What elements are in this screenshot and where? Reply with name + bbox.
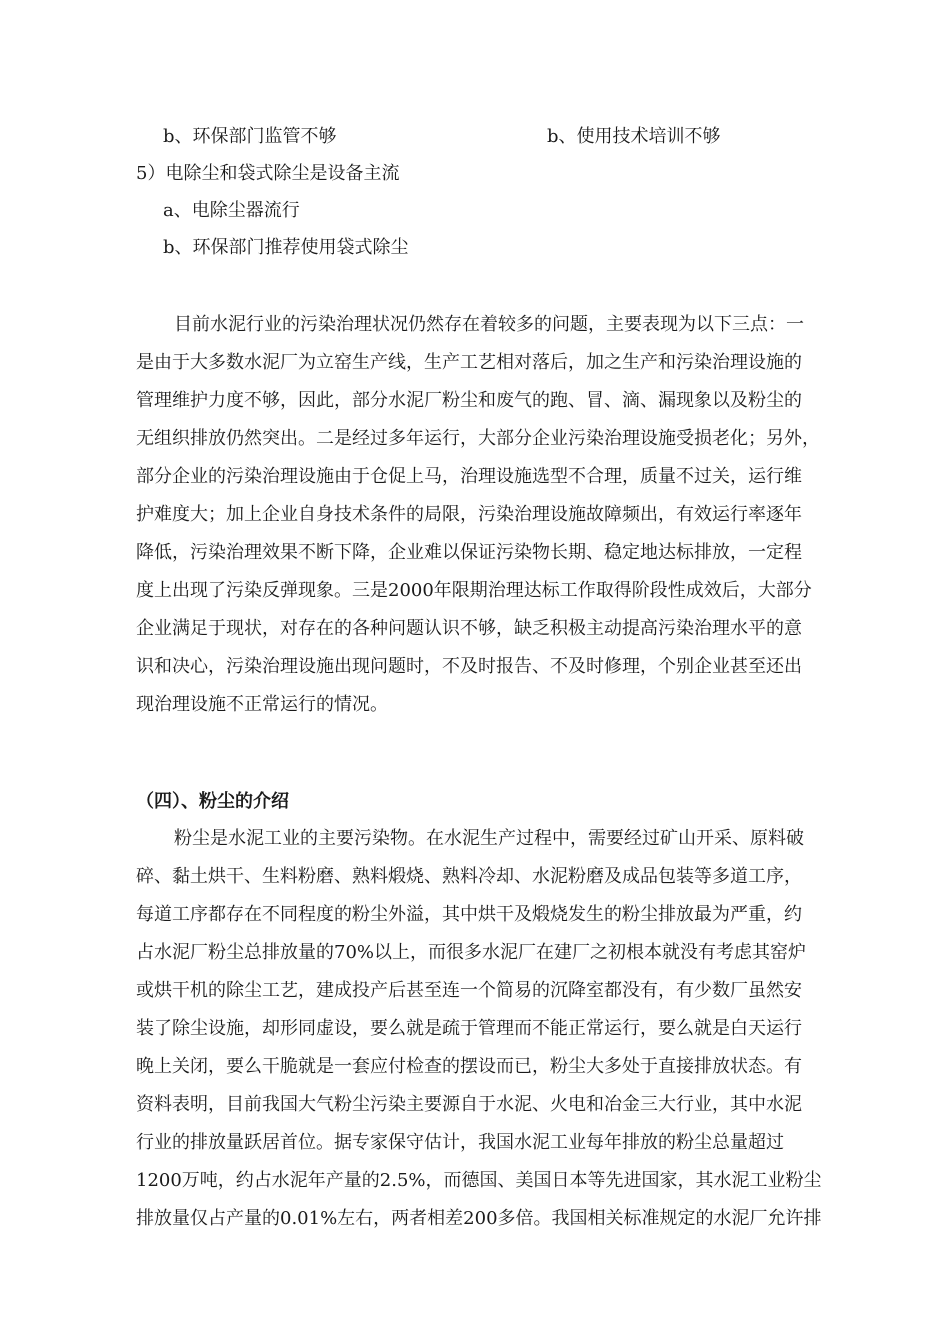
paragraph-pollution-status [136,306,848,724]
text-line: 护难度大；加上企业自身技术条件的局限，污染治理设施故障频出，有效运行率逐年 [136,504,802,525]
text-line: 无组织排放仍然突出。二是经过多年运行，大部分企业污染治理设施受损老化；另外， [136,428,820,449]
text-line: 资料表明，目前我国大气粉尘污染主要源自于水泥、火电和冶金三大行业，其中水泥 [136,1094,802,1115]
text-line: 或烘干机的除尘工艺，建成投产后甚至连一个简易的沉降室都没有，有少数厂虽然安 [136,980,802,1001]
text-line: 每道工序都存在不同程度的粉尘外溢，其中烘干及煅烧发生的粉尘排放最为严重，约 [136,904,802,925]
list-item-5b-bag-filter: b、环保部门推荐使用袋式除尘 [163,237,409,258]
text-line: 行业的排放量跃居首位。据专家保守估计，我国水泥工业每年排放的粉尘总量超过 [136,1132,784,1153]
text-line: 占水泥厂粉尘总排放量的70%以上，而很多水泥厂在建厂之初根本就没有考虑其窑炉 [136,942,807,963]
text-line: 碎、黏土烘干、生料粉磨、熟料煅烧、熟料冷却、水泥粉磨及成品包装等多道工序， [136,866,802,887]
text-line: 晚上关闭，要么干脆就是一套应付检查的摆设而已，粉尘大多处于直接排放状态。有 [136,1056,802,1077]
paragraph-dust-intro [136,820,848,1238]
list-item-5-dust-removal: 5）电除尘和袋式除尘是设备主流 [136,163,400,184]
text-line: 1200万吨，约占水泥年产量的2.5%，而德国、美国日本等先进国家，其水泥工业粉尘 [136,1170,822,1191]
section-heading-dust-intro: （四）、粉尘的介绍 [136,791,289,812]
text-line: 目前水泥行业的污染治理状况仍然存在着较多的问题，主要表现为以下三点：一 [174,314,804,335]
text-line: 现治理设施不正常运行的情况。 [136,694,388,715]
text-line: 管理维护力度不够，因此，部分水泥厂粉尘和废气的跑、冒、滴、漏现象以及粉尘的 [136,390,802,411]
text-line: 降低，污染治理效果不断下降，企业难以保证污染物长期、稳定地达标排放，一定程 [136,542,802,563]
text-line: 排放量仅占产量的0.01%左右，两者相差200多倍。我国相关标准规定的水泥厂允许排 [136,1208,822,1229]
text-line: 部分企业的污染治理设施由于仓促上马，治理设施选型不合理，质量不过关，运行维 [136,466,802,487]
text-line: 装了除尘设施，却形同虚设，要么就是疏于管理而不能正常运行，要么就是白天运行 [136,1018,802,1039]
text-line: 企业满足于现状，对存在的各种问题认识不够，缺乏积极主动提高污染治理水平的意 [136,618,802,639]
text-line: 度上出现了污染反弹现象。三是2000年限期治理达标工作取得阶段性成效后，大部分 [136,580,812,601]
text-line: 粉尘是水泥工业的主要污染物。在水泥生产过程中，需要经过矿山开采、原料破 [174,828,804,849]
list-item-b-technical-training: b、使用技术培训不够 [547,126,721,147]
text-line: 是由于大多数水泥厂为立窑生产线，生产工艺相对落后，加之生产和污染治理设施的 [136,352,802,373]
list-item-b-environmental-supervision: b、环保部门监管不够 [163,126,337,147]
list-item-5a-electrostatic: a、电除尘器流行 [163,200,300,221]
text-line: 识和决心，污染治理设施出现问题时，不及时报告、不及时修理，个别企业甚至还出 [136,656,802,677]
